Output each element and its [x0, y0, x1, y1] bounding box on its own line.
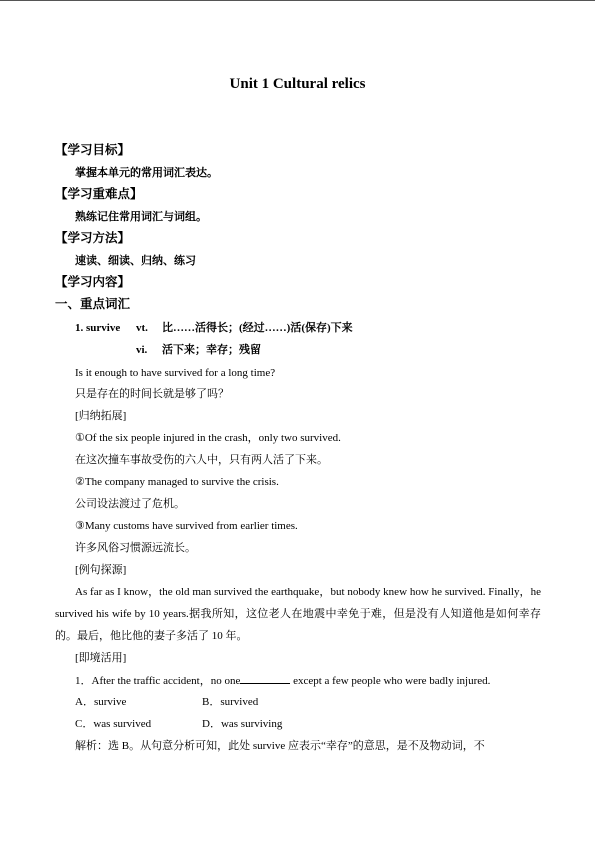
vocab-entry-pos1: vt. — [136, 322, 148, 334]
vocab-entry-word: 1. survive — [75, 322, 121, 334]
practice-label: [即境活用] — [75, 652, 127, 664]
page-title: Unit 1 Cultural relics — [229, 76, 366, 92]
question-1-suffix: except a few people who were badly injured. — [290, 675, 491, 687]
top-rule — [0, 0, 595, 1]
expand-item-1-en: ①Of the six people injured in the crash，only two survived. — [75, 432, 341, 444]
option-a: A．survive — [75, 696, 127, 708]
expand-label: [归纳拓展] — [75, 410, 127, 422]
expand-item-3-en: ③Many customs have survived from earlier times. — [75, 520, 298, 532]
section-goal-text: 掌握本单元的常用词汇表达。 — [75, 167, 218, 179]
option-d: D．was surviving — [202, 718, 283, 730]
explore-label: [例句探源] — [75, 564, 127, 576]
example-english: Is it enough to have survived for a long time? — [75, 367, 276, 379]
section-content-heading: 【学习内容】 — [55, 275, 131, 289]
section-key-text: 熟练记住常用词汇与词组。 — [75, 211, 207, 223]
section-goal-heading: 【学习目标】 — [55, 143, 131, 157]
section-method-heading: 【学习方法】 — [55, 231, 131, 245]
analysis-text: 解析：选 B。从句意分析可知，此处 survive 应表示“幸存”的意思，是不及物动词，不 — [75, 740, 485, 752]
vocab-entry-def2: 活下来；幸存；残留 — [162, 344, 261, 356]
question-1-prefix: 1．After the traffic accident，no one — [75, 675, 241, 687]
option-b: B．survived — [202, 696, 259, 708]
vocab-entry-pos2: vi. — [136, 344, 148, 356]
vocab-entry-def1: 比……活得长；(经过……)活(保存)下来 — [162, 322, 353, 334]
question-1 — [75, 673, 490, 688]
section-method-text: 速读、细读、归纳、练习 — [75, 255, 196, 267]
vocab-heading: 一、重点词汇 — [55, 297, 131, 311]
expand-item-3-zh: 许多风俗习惯源远流长。 — [75, 542, 196, 554]
option-c: C．was survived — [75, 718, 152, 730]
expand-item-2-en: ②The company managed to survive the crisis. — [75, 476, 279, 488]
answer-blank[interactable] — [240, 673, 290, 684]
expand-item-1-zh: 在这次撞车事故受伤的六人中，只有两人活了下来。 — [75, 454, 328, 466]
section-key-heading: 【学习重难点】 — [55, 187, 143, 201]
expand-item-2-zh: 公司设法渡过了危机。 — [75, 498, 185, 510]
explore-paragraph: As far as I know，the old man survived the earthquake，but nobody knew how he survived. Finally，he survived his wife by 10 years.据我所知，这位老人在地震中幸免于难，但是没有人知道他是如何幸存的。最后，他比他的妻子多活了 10 年。 — [55, 586, 541, 642]
example-chinese: 只是存在的时间长就是够了吗？ — [75, 388, 229, 400]
